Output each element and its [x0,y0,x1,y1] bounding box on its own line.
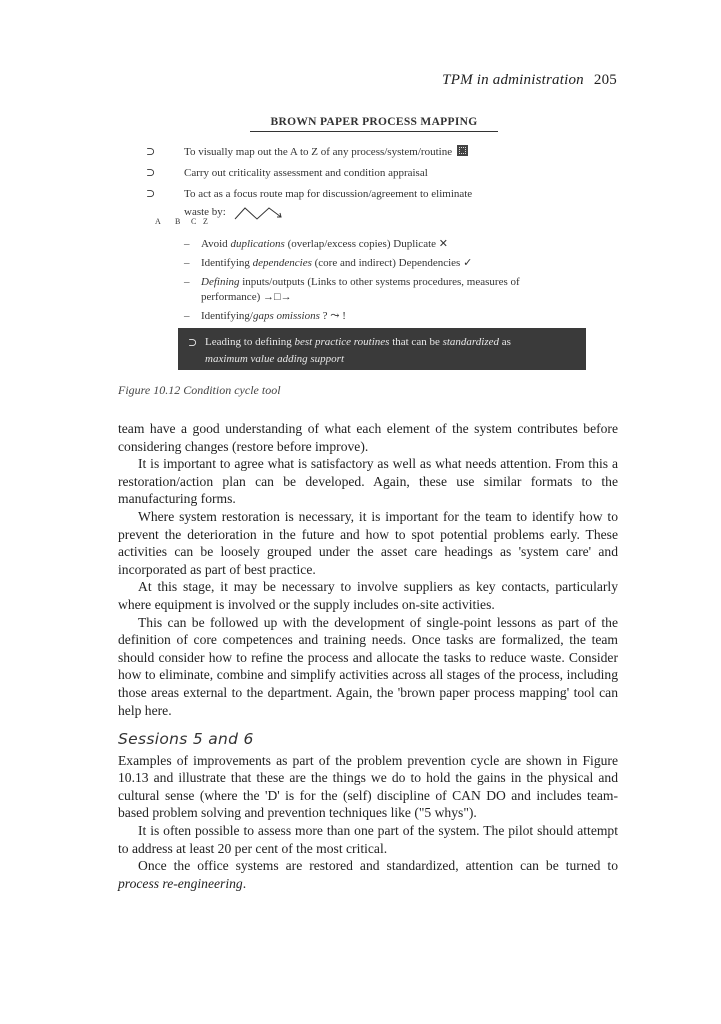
bullet-mark-icon: ⊃ [188,337,198,349]
header-title: TPM in administration [442,72,584,88]
dash-mark: – [184,276,190,288]
process-chip-icon [457,145,468,156]
sub-item-emphasis: dependencies [252,257,312,269]
highlight-line-1 [205,336,511,348]
paragraph-text: . [242,875,247,891]
sub-item [184,309,586,324]
zigzag-route-icon [233,205,285,226]
figure-title: BROWN PAPER PROCESS MAPPING [250,116,498,132]
figure-sub-list [146,237,586,324]
figure-caption: Figure 10.12 Condition cycle tool [118,383,281,397]
bullet-mark-icon: ⊃ [146,188,156,200]
running-header [442,72,617,89]
paragraph: Examples of improvements as part of the problem prevention cycle are shown in Figure 10.13 and illustrate that these are the things we do to hold the gains in the physical and cultural sense (where the 'D' is for the (self) discipline of CAN DO and includes team-based problem solving and prevention techniques like ("5 whys"). [118,752,618,821]
paragraph: team have a good understanding of what each element of the system contributes before considering changes (restore before improve). [118,421,618,454]
figure-bullet [146,145,586,160]
sub-item-emphasis: duplications [230,238,285,250]
sub-item-rest: ? ⤳ ! [319,310,346,322]
paragraph: At this stage, it may be necessary to involve suppliers as key contacts, particularly where equipment is involved or the supply includes on-site activities. [118,579,618,612]
sub-item-emphasis: gaps omissions [252,310,320,322]
sub-item-lead: Identifying/ [201,310,253,322]
paragraph: Where system restoration is necessary, it is important for the team to identify how to prevent the deterioration in the future and how to spot potential problems early. These activities can be loosely grouped under the asset care headings as 'system care' and incorporated as part of best practice. [118,508,618,577]
highlight-text: Leading to defining [205,336,295,348]
sub-item [184,256,586,271]
highlight-text: that can be [389,336,443,348]
az-label: C [191,217,197,226]
figure-highlight-box [178,328,586,370]
figure-bullet [146,166,586,181]
az-label: A [155,217,161,226]
sub-item-rest: (overlap/excess copies) Duplicate ✕ [284,238,448,250]
dash-mark: – [184,310,190,322]
sub-item-lead: Avoid [201,238,231,250]
paragraph: It is often possible to assess more than one part of the system. The pilot should attempt to address at least 20 per cent of the most critical. [118,823,618,856]
bullet-text: Carry out criticality assessment and condition appraisal [184,167,428,179]
bullet-text: waste by: [184,206,226,219]
highlight-text: as [499,336,511,348]
page-number: 205 [593,72,617,88]
sub-item [184,275,586,305]
bullet-text: To act as a focus route map for discussion/agreement to eliminate [184,188,473,200]
highlight-emphasis: best practice routines [294,336,390,348]
body-text [118,420,618,892]
az-label: B [175,217,181,226]
sub-item-lead: Identifying [201,257,253,269]
bullet-mark-icon: ⊃ [146,167,156,179]
sub-item-rest: (core and indirect) Dependencies ✓ [311,257,473,269]
figure-condition-cycle-tool [146,116,586,328]
sub-item-rest: performance) →□→ [201,291,292,303]
dash-mark: – [184,238,190,250]
dash-mark: – [184,257,190,269]
highlight-line-2: maximum value adding support [205,353,345,365]
sub-item-emphasis: Defining [201,276,240,288]
section-heading: Sessions 5 and 6 [118,730,254,749]
az-label: Z [203,217,208,226]
highlight-emphasis: standardized [442,336,500,348]
paragraph: This can be followed up with the development of single-point lessons as part of the definition of core competences and training needs. Once tasks are formalized, the team should consider how to refine the process and allocate the tasks to reduce waste. Consider how to eliminate, combine and simplify activities across all stages of the process, including those areas external to the department. Again, the 'brown paper process mapping' tool can help here. [118,614,618,718]
paragraph: It is important to agree what is satisfactory as well as what needs attention. From this a restoration/action plan can be developed. Again, these use similar formats to the manufacturing forms. [118,456,618,507]
paragraph-text: Once the office systems are restored and standardized, attention can be turned to [138,858,618,874]
sub-item-rest: inputs/outputs (Links to other systems procedures, measures of [239,276,520,288]
paragraph [118,857,618,892]
figure-bullet-list [146,145,586,223]
bullet-text: To visually map out the A to Z of any process/system/routine [184,146,453,158]
bullet-mark-icon: ⊃ [146,146,156,158]
sub-item [184,237,586,252]
figure-bullet [146,187,586,223]
paragraph-emphasis: process re-engineering [118,875,243,891]
